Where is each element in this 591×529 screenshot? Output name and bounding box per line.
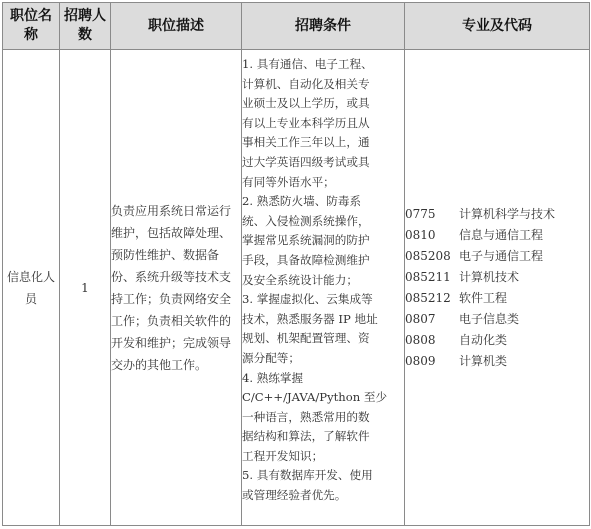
major-code: 0807 [405,311,436,326]
majors-list [405,204,589,372]
requirements-list [242,50,404,506]
major-item [405,267,589,288]
major-code: 0809 [405,353,436,368]
major-item [405,309,589,330]
major-name: 自动化类 [459,332,508,347]
major-name: 计算机技术 [459,269,520,284]
requirement-line: 1. 具有通信、电子工程、 [242,57,373,71]
major-code: 085208 [405,248,451,263]
header-requirements-label: 招聘条件 [295,17,351,34]
requirement-line: 掌握常见系统漏洞的防护 [242,233,370,248]
header-requirements [242,3,405,50]
requirement-line: 及安全系统设计能力； [242,272,358,287]
requirement-line: 过大学英语四级考试或具 [242,154,370,169]
major-item [405,246,589,267]
requirement-line: 5. 具有数据库开发、使用 [242,468,373,483]
header-count [60,3,111,50]
header-title-label: 职位名称 [10,8,52,43]
requirement-line: 手段，具备故障检测维护 [242,252,370,267]
table-row [3,50,590,526]
position-title: 信息化人员 [3,50,60,526]
major-item [405,204,589,225]
major-code: 0775 [405,206,436,221]
requirement-line: 源分配等； [242,350,300,365]
requirement-line: 据结构和算法，了解软件 [242,429,370,444]
header-row [3,3,590,50]
requirement-line: 2. 熟悉防火墙、防毒系 [242,194,362,209]
requirement-line: 有以上专业本科学历且从 [242,115,370,130]
requirement-line: 业硕士及以上学历，或具 [242,96,370,111]
major-name: 软件工程 [459,290,508,305]
major-name: 电子信息类 [459,311,520,326]
requirement-line: 4. 熟练掌握 [242,370,304,385]
major-item [405,288,589,309]
major-code: 085212 [405,290,451,305]
major-item [405,351,589,372]
major-name: 计算机类 [459,353,508,368]
major-item [405,330,589,351]
major-item [405,225,589,246]
header-count-label: 招聘人数 [64,8,106,43]
requirement-line: 事相关工作三年以上，通 [242,135,370,150]
major-name: 信息与通信工程 [459,227,544,242]
header-description [111,3,242,50]
requirements-cell [242,50,405,526]
requirement-line: 技术，熟悉服务器 IP 地址 [242,311,378,326]
major-name: 计算机科学与技术 [459,206,556,221]
hire-count: 1 [60,50,111,526]
recruitment-table [2,2,590,526]
major-code: 085211 [405,269,451,284]
requirement-line: 规划、机架配置管理、资 [242,331,370,346]
position-description: 负责应用系统日常运行维护，包括故障处理、预防性维护、数据备份、系统升级等技术支持工作；负责网络安全工作；负责相关软件的开发和维护；完成领导交办的其他工作。 [111,50,242,526]
majors-cell [405,50,590,526]
requirement-line: 统、入侵检测系统操作， [242,213,370,228]
header-description-label: 职位描述 [148,17,204,34]
major-code: 0810 [405,227,436,242]
requirement-line: 有同等外语水平； [242,174,335,189]
requirement-line: 计算机、自动化及相关专 [242,76,370,91]
major-name: 电子与通信工程 [459,248,544,263]
header-majors [405,3,590,50]
requirement-line: 3. 掌握虚拟化、云集成等 [242,292,373,307]
header-title [3,3,60,50]
requirement-line: C/C++/JAVA/Python 至少 [242,390,388,405]
major-code: 0808 [405,332,436,347]
requirement-line: 一种语言，熟悉常用的数 [242,409,370,424]
requirement-line: 或管理经验者优先。 [242,488,347,503]
header-majors-label: 专业及代码 [462,17,532,34]
requirement-line: 工程开发知识； [242,448,324,463]
